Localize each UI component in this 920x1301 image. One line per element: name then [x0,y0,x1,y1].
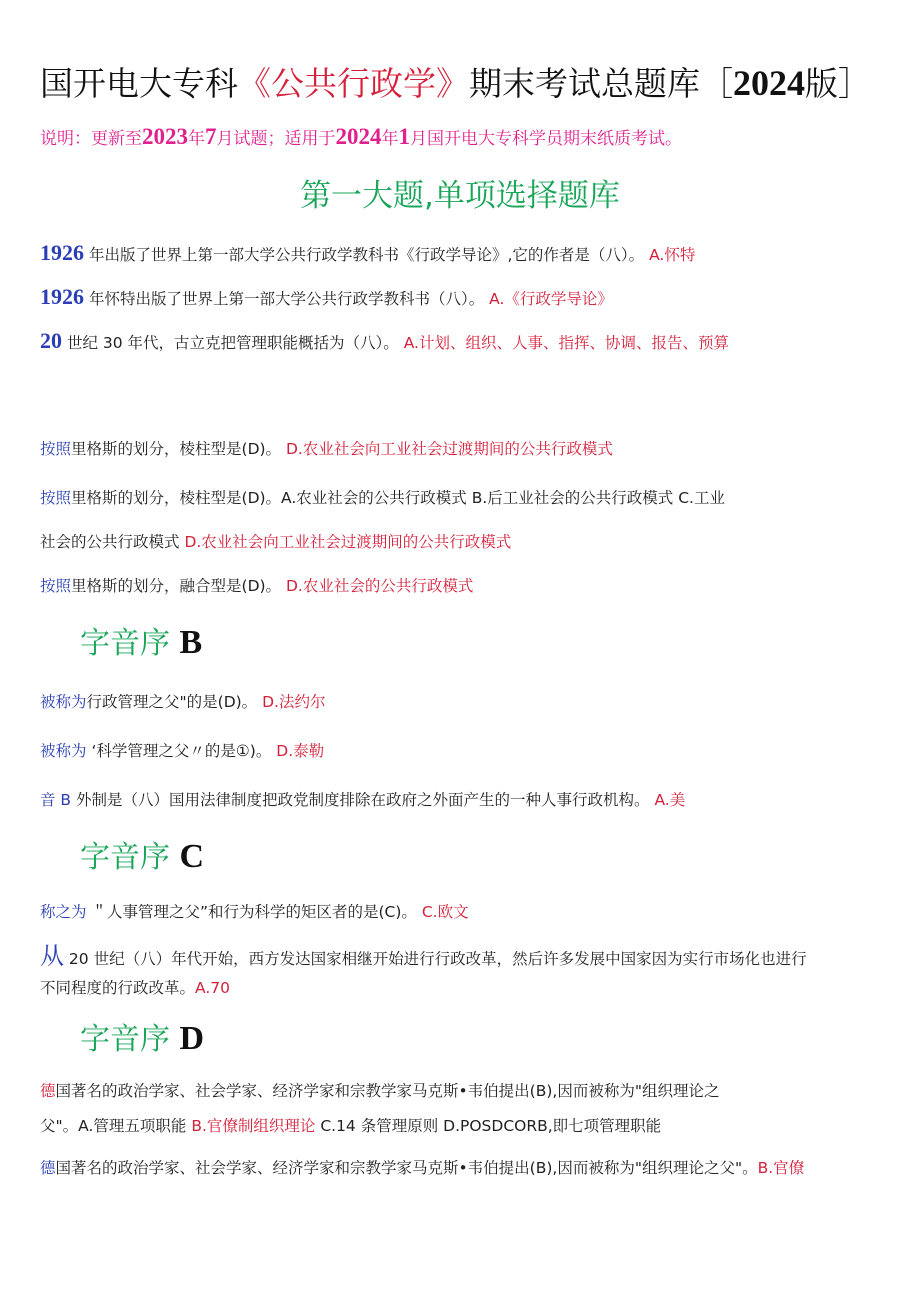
question-line: 按照里格斯的划分，棱柱型是(D)。A.农业社会的公共行政模式 B.后工业社会的公共行政模式 C.工业 [40,489,725,507]
question-line: 按照里格斯的划分，棱柱型是(D)。 D.农业社会向工业社会过渡期间的公共行政模式 [40,440,613,458]
question-line-continued: 不同程度的行政改革。A.70 [40,979,230,997]
question-line: 1926 年怀特出版了世界上第一部大学公共行政学教科书（八）。 A.《行政学导论》 [40,284,613,309]
question-line: 20 世纪 30 年代，古立克把管理职能概括为（八）。 A.计划、组织、人事、指挥、协调、报告、预算 [40,328,729,353]
question-line: 称之为 ＂人事管理之父”和行为科学的矩区者的是(C)。 C.欧文 [40,903,469,921]
question-line: 1926 年出版了世界上第一部大学公共行政学教科书《行政学导论》,它的作者是（八）。 A.怀特 [40,240,696,265]
update-note: 说明：更新至2023年7月试题；适用于2024年1月国开电大专科学员期末纸质考试。 [40,124,682,149]
question-line-continued: 父"。A.管理五项职能 B.官僚制组织理论 C.14 条管理原则 D.POSDCORB,即七项管理职能 [40,1117,662,1135]
question-line: 音 B 外制是（八）国用法律制度把政党制度排除在政府之外面产生的一种人事行政机构。 A.美 [40,791,686,809]
question-line: 按照里格斯的划分，融合型是(D)。 D.农业社会的公共行政模式 [40,577,474,595]
page-title: 国开电大专科《公共行政学》期末考试总题库［2024版］ [40,63,871,103]
letter-heading-b: 字音序 B [80,624,203,661]
question-line: 被称为行政管理之父"的是(D)。 D.法约尔 [40,693,326,711]
question-line: 从 20 世纪（八）年代开始，西方发达国家相继开始进行行政改革，然后许多发展中国家因为实行市场化也进行 [40,942,807,970]
question-line: 德国著名的政治学家、社会学家、经济学家和宗教学家马克斯•韦伯提出(B),因而被称为"组织理论之 [40,1082,720,1100]
question-line: 德国著名的政治学家、社会学家、经济学家和宗教学家马克斯•韦伯提出(B),因而被称为"组织理论之父"。B.官僚 [40,1159,805,1177]
letter-heading-d: 字音序 D [80,1020,205,1057]
question-line-continued: 社会的公共行政模式 D.农业社会向工业社会过渡期间的公共行政模式 [40,533,512,551]
letter-heading-c: 字音序 C [80,838,205,875]
section-title: 第一大题,单项选择题库 [300,178,620,214]
question-line: 被称为 ‘科学管理之父〃的是①)。 D.泰勒 [40,742,325,760]
